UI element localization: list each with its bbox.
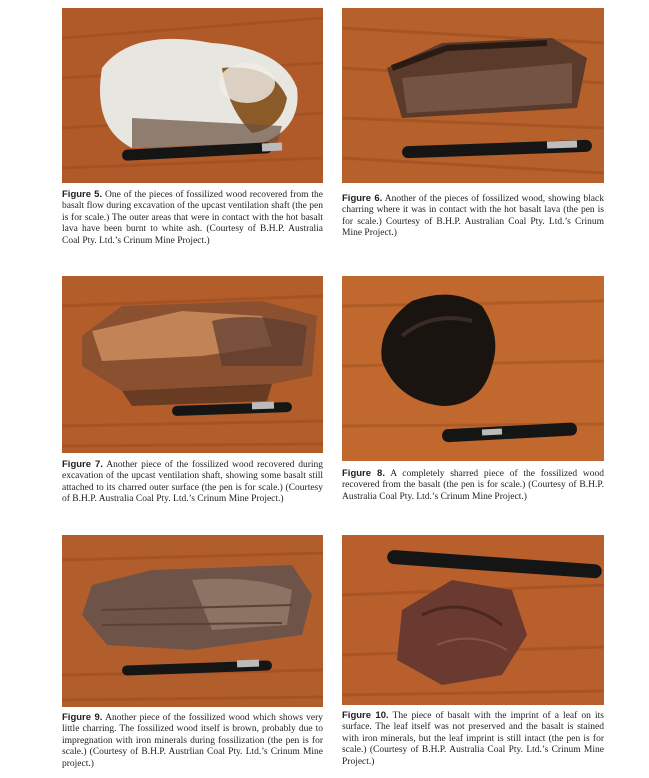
figure-7-label: Figure 7. [62,459,103,470]
figure-9-caption [62,712,323,770]
figure-10-caption [342,710,604,768]
figure-5-label: Figure 5. [62,189,103,200]
brown-fossilized-wood-image [62,535,323,707]
figure-8-caption [342,468,604,503]
figure-9-label: Figure 9. [62,712,103,723]
figure-7-text: Another piece of the fossilized wood recovered during excavation of the upcast ventilation shaft, showing some basalt still attached to its charred outer surface (the pen is for scale.) (Courtesy of B.H.P. Australia Coal Pty. Ltd.’s Crinum Mine Project.) [62,460,323,505]
figure-10-photo [342,535,604,705]
figure-8-photo [342,276,604,461]
figure-8-text: A completely sharred piece of the fossilized wood recovered from the basalt (the pen is for scale.) (Courtesy of B.H.P. Australia Coal Pty. Ltd.’s Crinum Mine Project.) [342,469,604,502]
figure-6-photo [342,8,604,183]
figure-6-label: Figure 6. [342,193,383,204]
figure-6-caption [342,193,604,240]
figure-8-label: Figure 8. [342,468,385,479]
figure-5-photo [62,8,323,183]
figure-7-photo [62,276,323,453]
figure-10-text: The piece of basalt with the imprint of a leaf on its surface. The leaf itself was not preserved and the basalt is stained with iron minerals, but the leaf imprint is still intact (the pen is for scale.) (Courtesy of B.H.P. Australia Coal Pty. Ltd.’s Crinum Mine Project.) [342,711,604,767]
figure-5-caption [62,189,323,247]
figure-7-caption [62,459,323,506]
charred-wood-piece-image [342,276,604,461]
figure-6-text: Another of the pieces of fossilized wood, showing black charring where it was in contact with the hot basalt lava (the pen is for scale.) Courtesy of B.H.P. Australian Coal Pty. Ltd.’s Crinum Mine Project.) [342,194,604,239]
figure-5-text: One of the pieces of fossilized wood recovered from the basalt flow during excavation of the upcast ventilation shaft (the pen is for scale.) The outer areas that were in contact with the hot basalt lava have been burnt to white ash. (Courtesy of B.H.P. Australia Coal Pty. Ltd.’s Crinum Mine Project.) [62,190,323,246]
fossilized-wood-white-ash-image [62,8,323,183]
fossilized-wood-basalt-attached-image [62,276,323,453]
figure-9-photo [62,535,323,707]
fossilized-wood-black-charring-image [342,8,604,183]
basalt-leaf-imprint-image [342,535,604,705]
figure-9-text: Another piece of the fossilized wood which shows very little charring. The fossilized wood itself is brown, probably due to impregnation with iron minerals during fossilization (the pen is for scale.) (Courtesy of B.H.P. Austrlian Coal Pty. Ltd.’s Crinum Mine project.) [62,713,323,769]
figure-10-label: Figure 10. [342,710,389,721]
